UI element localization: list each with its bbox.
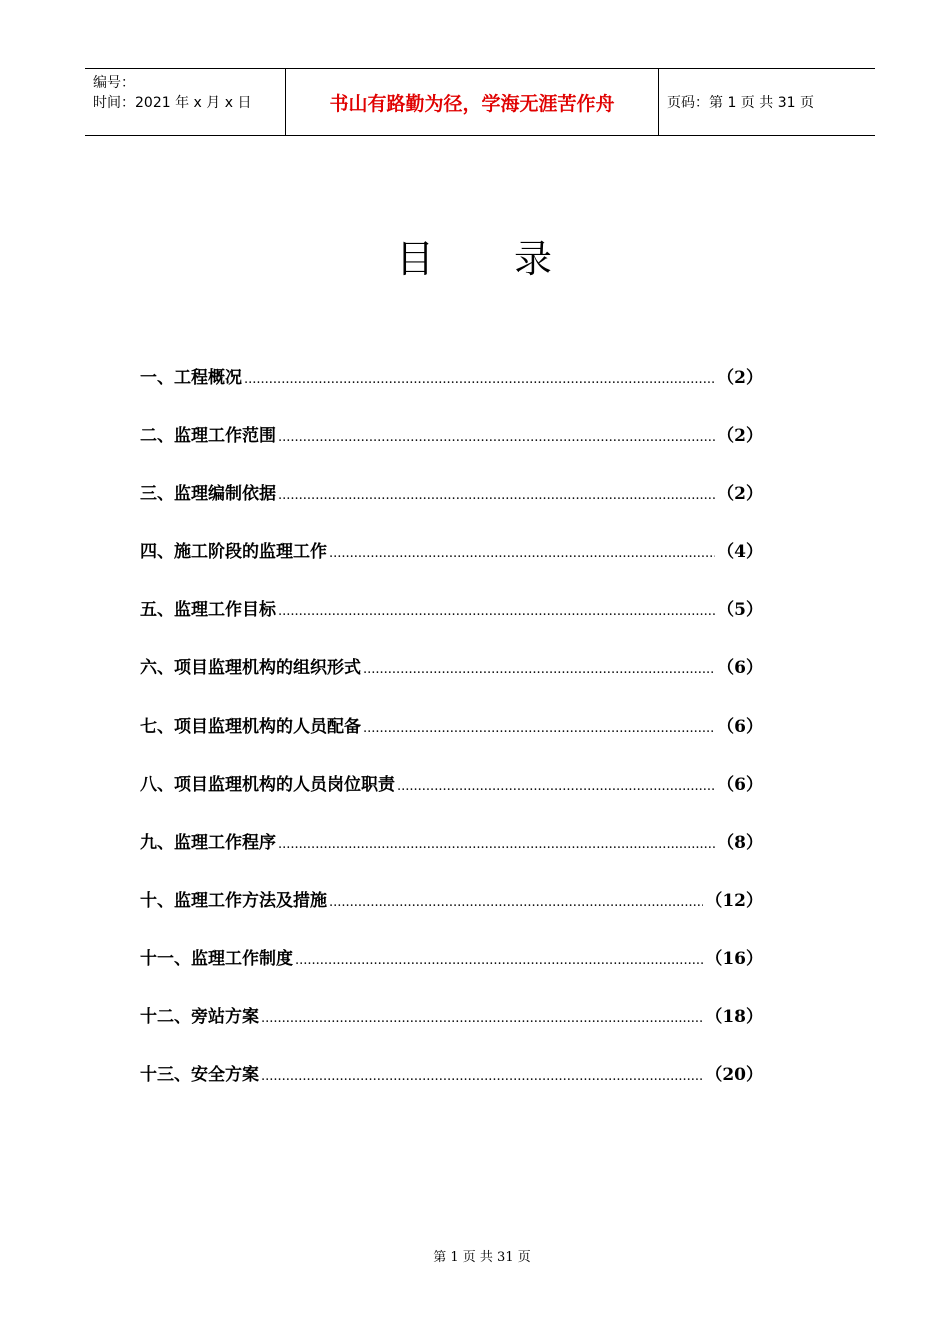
toc-entry-page: （20） xyxy=(705,1065,763,1086)
toc-entry-page: （18） xyxy=(705,1007,763,1028)
toc-entry-label: 十三、安全方案 xyxy=(140,1065,259,1086)
toc-entry-page: （2） xyxy=(717,368,763,388)
toc-dot-leader xyxy=(295,953,703,968)
header-page-cell xyxy=(659,69,875,135)
toc-entry-page: （5） xyxy=(717,600,763,621)
toc-entry[interactable] xyxy=(140,421,763,479)
toc-entry-page: （8） xyxy=(717,832,763,853)
toc-entry-label: 十一、监理工作制度 xyxy=(140,948,293,969)
toc-dot-leader xyxy=(363,662,715,677)
toc-entry-page: （2） xyxy=(717,484,763,505)
toc-entry-page: （6） xyxy=(717,774,763,795)
toc-entry-label: 四、施工阶段的监理工作 xyxy=(140,542,327,563)
toc-dot-leader xyxy=(261,1069,703,1084)
title-char-2: 录 xyxy=(514,237,555,281)
toc-entry-label: 二、监理工作范围 xyxy=(140,426,276,447)
header-motto: 书山有路勤为径，学海无涯苦作舟 xyxy=(329,92,615,115)
toc-entry-page: （6） xyxy=(717,658,763,679)
toc-entry-page: （6） xyxy=(717,716,763,737)
table-of-contents xyxy=(140,363,763,1118)
toc-entry-label: 五、监理工作目标 xyxy=(140,600,276,621)
toc-entry[interactable] xyxy=(140,479,763,537)
toc-dot-leader xyxy=(278,837,715,852)
toc-entry[interactable] xyxy=(140,886,763,944)
toc-dot-leader xyxy=(329,895,703,910)
toc-entry[interactable] xyxy=(140,595,763,653)
toc-entry[interactable] xyxy=(140,1060,763,1118)
toc-entry-page: （4） xyxy=(717,542,763,563)
toc-entry-page: （2） xyxy=(717,426,763,447)
toc-dot-leader xyxy=(278,488,715,503)
document-number-label: 编号： xyxy=(93,75,135,91)
toc-dot-leader xyxy=(397,779,715,794)
header-motto-cell xyxy=(286,69,659,135)
toc-dot-leader xyxy=(244,372,715,387)
toc-entry[interactable] xyxy=(140,1002,763,1060)
toc-dot-leader xyxy=(278,430,715,445)
page-footer: 第 1 页 共 31 页 xyxy=(433,1250,531,1265)
toc-entry-label: 七、项目监理机构的人员配备 xyxy=(140,716,361,737)
toc-entry-label: 十二、旁站方案 xyxy=(140,1007,259,1028)
toc-entry[interactable] xyxy=(140,363,763,421)
toc-entry-label: 八、项目监理机构的人员岗位职责 xyxy=(140,774,395,795)
toc-entry-label: 六、项目监理机构的组织形式 xyxy=(140,658,361,679)
toc-entry-label: 九、监理工作程序 xyxy=(140,832,276,853)
toc-entry-label: 三、监理编制依据 xyxy=(140,484,276,505)
header-page-info: 页码：第 1 页 共 31 页 xyxy=(667,95,814,111)
toc-entry[interactable] xyxy=(140,944,763,1002)
toc-entry-label: 十、监理工作方法及措施 xyxy=(140,890,327,911)
page-title xyxy=(0,228,950,283)
toc-entry[interactable] xyxy=(140,653,763,711)
title-char-1: 目 xyxy=(395,237,436,281)
toc-dot-leader xyxy=(363,721,715,736)
toc-entry[interactable] xyxy=(140,537,763,595)
header-meta-cell xyxy=(85,69,286,135)
toc-entry[interactable] xyxy=(140,770,763,828)
toc-entry[interactable] xyxy=(140,828,763,886)
toc-dot-leader xyxy=(261,1011,703,1026)
page-header xyxy=(85,68,875,136)
toc-dot-leader xyxy=(278,604,715,619)
toc-entry-page: （12） xyxy=(705,890,763,911)
toc-entry-label: 一、工程概况 xyxy=(140,368,242,388)
toc-entry-page: （16） xyxy=(705,948,763,969)
toc-dot-leader xyxy=(329,546,715,561)
toc-entry[interactable] xyxy=(140,712,763,770)
document-time: 时间：2021 年 x 月 x 日 xyxy=(93,95,252,111)
